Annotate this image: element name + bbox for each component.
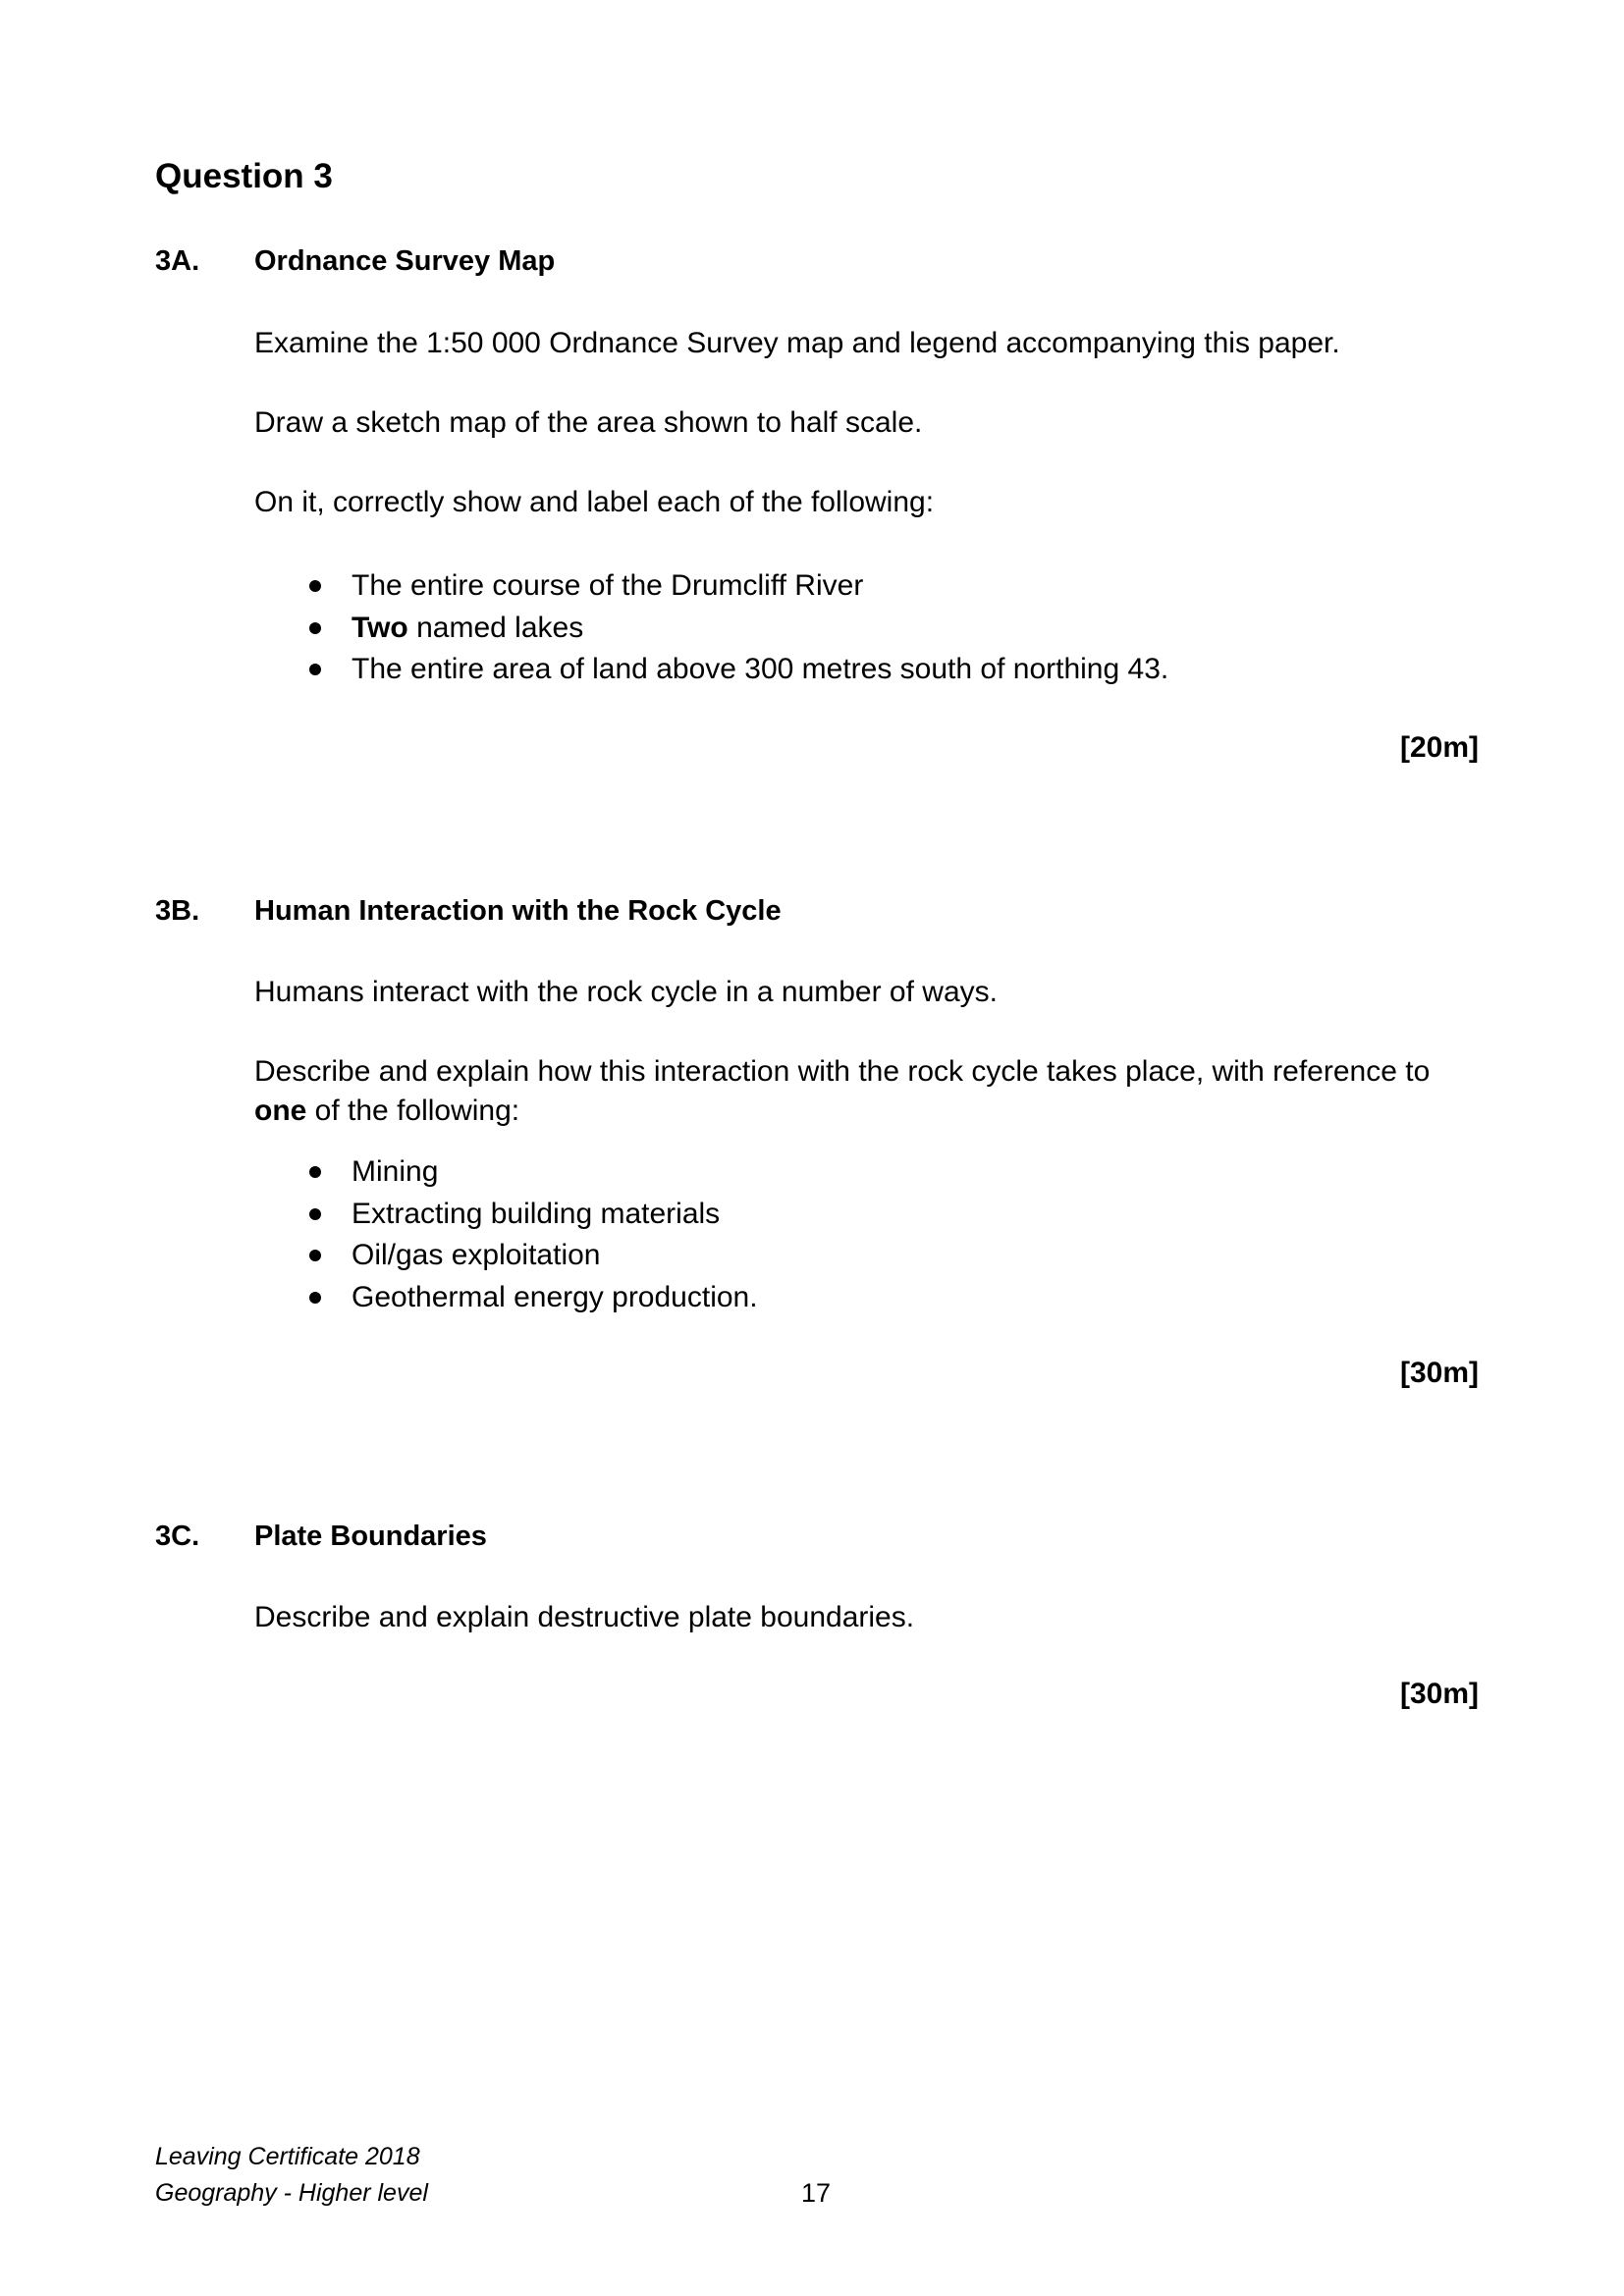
section-3b-heading: Human Interaction with the Rock Cycle bbox=[254, 895, 782, 927]
bullet-icon bbox=[309, 1250, 321, 1261]
section-3b-bullet-list bbox=[352, 1151, 758, 1318]
section-3b-paragraph: Humans interact with the rock cycle in a number of ways. bbox=[254, 976, 998, 1008]
section-3a-number: 3A. bbox=[155, 245, 200, 277]
list-item: Mining bbox=[352, 1151, 758, 1194]
section-3c-heading: Plate Boundaries bbox=[254, 1521, 487, 1552]
section-3b-number: 3B. bbox=[155, 895, 200, 927]
emphasis: one bbox=[254, 1095, 307, 1127]
section-3a-paragraph: Examine the 1:50 000 Ordnance Survey map and legend accompanying this paper. bbox=[254, 327, 1340, 359]
section-3b-marks: [30m] bbox=[1399, 1357, 1479, 1389]
section-3c-number: 3C. bbox=[155, 1521, 200, 1552]
bullet-icon bbox=[309, 1292, 321, 1304]
section-3a-heading: Ordnance Survey Map bbox=[254, 245, 556, 277]
footer bbox=[155, 2139, 428, 2212]
section-3a-paragraph: Draw a sketch map of the area shown to half scale. bbox=[254, 406, 923, 439]
list-item: Geothermal energy production. bbox=[352, 1277, 758, 1319]
footer-line: Geography - Higher level bbox=[155, 2179, 428, 2207]
section-3a-marks: [20m] bbox=[1399, 731, 1479, 764]
bullet-icon bbox=[309, 580, 321, 592]
bullet-icon bbox=[309, 622, 321, 634]
section-3a-bullet-list bbox=[352, 565, 1168, 691]
page-number: 17 bbox=[801, 2178, 832, 2208]
bullet-icon bbox=[309, 1166, 321, 1178]
list-item: The entire course of the Drumcliff River bbox=[352, 565, 1168, 608]
list-item: Oil/gas exploitation bbox=[352, 1235, 758, 1277]
list-item: Two named lakes bbox=[352, 608, 1168, 650]
footer-line: Leaving Certificate 2018 bbox=[155, 2143, 420, 2170]
list-item: The entire area of land above 300 metres south of northing 43. bbox=[352, 649, 1168, 691]
section-3c-paragraph: Describe and explain destructive plate boundaries. bbox=[254, 1601, 915, 1633]
emphasis: Two bbox=[352, 611, 408, 644]
section-3a-paragraph: On it, correctly show and label each of the following: bbox=[254, 486, 935, 518]
section-3b-paragraph: Describe and explain how this interaction with the rock cycle takes place, with reference to one of the following: bbox=[254, 1055, 1431, 1127]
bullet-icon bbox=[309, 664, 321, 675]
list-item: Extracting building materials bbox=[352, 1194, 758, 1236]
bullet-icon bbox=[309, 1208, 321, 1220]
question-title: Question 3 bbox=[155, 157, 333, 195]
section-3c-marks: [30m] bbox=[1399, 1678, 1479, 1710]
